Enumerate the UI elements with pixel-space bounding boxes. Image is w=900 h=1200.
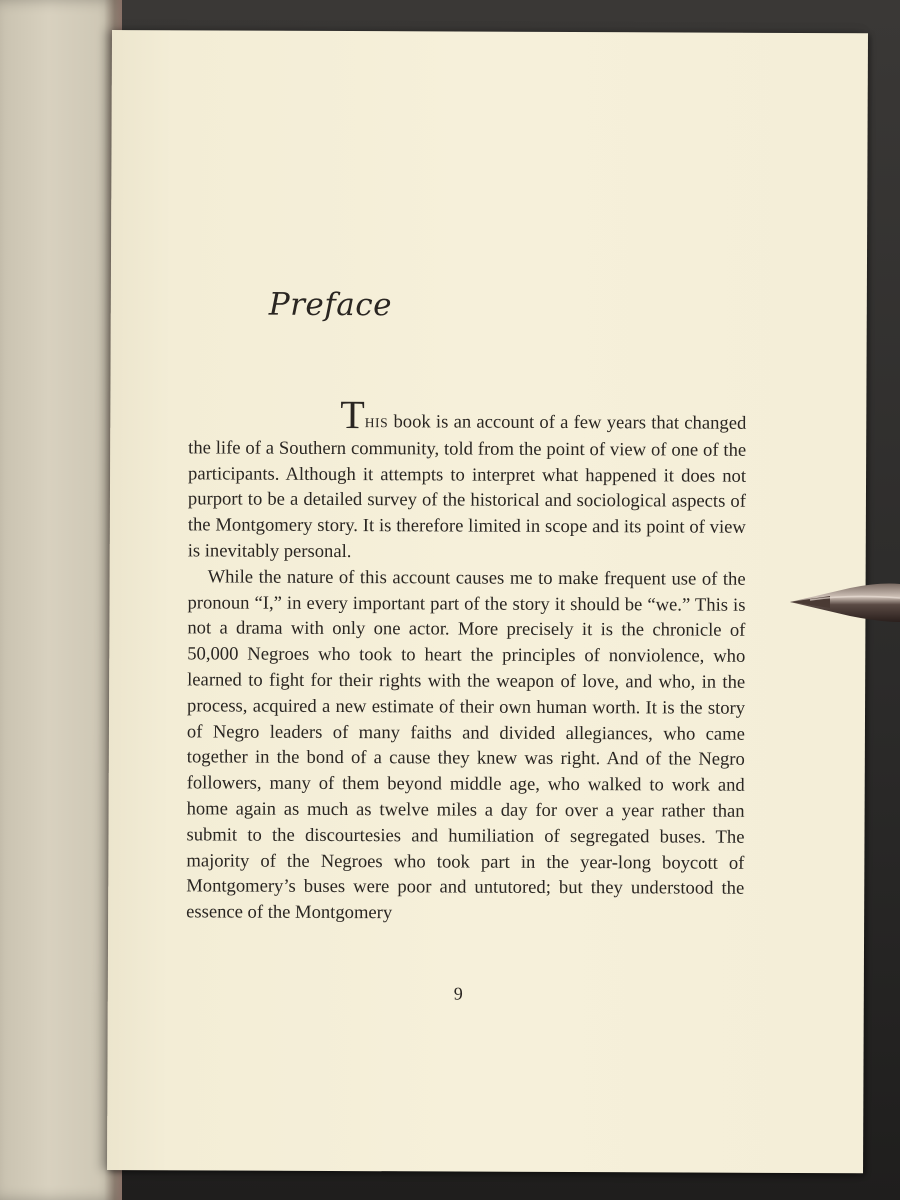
drop-cap: T: [340, 392, 365, 438]
paragraph-1: [187, 392, 747, 566]
preface-body: [186, 392, 747, 927]
paragraph-2: While the nature of this account causes me to make frequent use of the pronoun “I,” in every important part of the story it should be “we.” This is not a drama with only one actor. More precisely it is the chronicle of 50,000 Negroes who took to heart the principles of nonviolence, who learned to fight for their rights with the weapon of love, and who, in the process, acquired a new estimate of their own human worth. It is the story of Negro leaders of many faiths and divided allegiances, who came together in the bond of a cause they knew was right. And of the Negro followers, many of them beyond middle age, who walked to work and home again as much as twelve miles a day for over a year rather than submit to the discourtesies and humiliation of segregated buses. The majority of the Negroes who took part in the year-long boycott of Montgomery’s buses were poor and untutored; but they understood the essence of the Montgomery: [186, 566, 746, 924]
page-number: 9: [453, 983, 463, 1004]
paragraph-1-text: book is an account of a few years that changed the life of a Southern community, told from the point of view of one of the participants. Although it attempts to interpret what happened it does not purport to be a detailed survey of the historical and sociological aspects of the Montgomery story. It is therefore limited in scope and its point of view is inevitably personal.: [187, 411, 747, 563]
page-title: Preface: [268, 286, 393, 324]
pen-pointer-icon: [790, 572, 900, 632]
small-caps-word: HIS: [364, 415, 389, 431]
book-page: [107, 30, 868, 1173]
